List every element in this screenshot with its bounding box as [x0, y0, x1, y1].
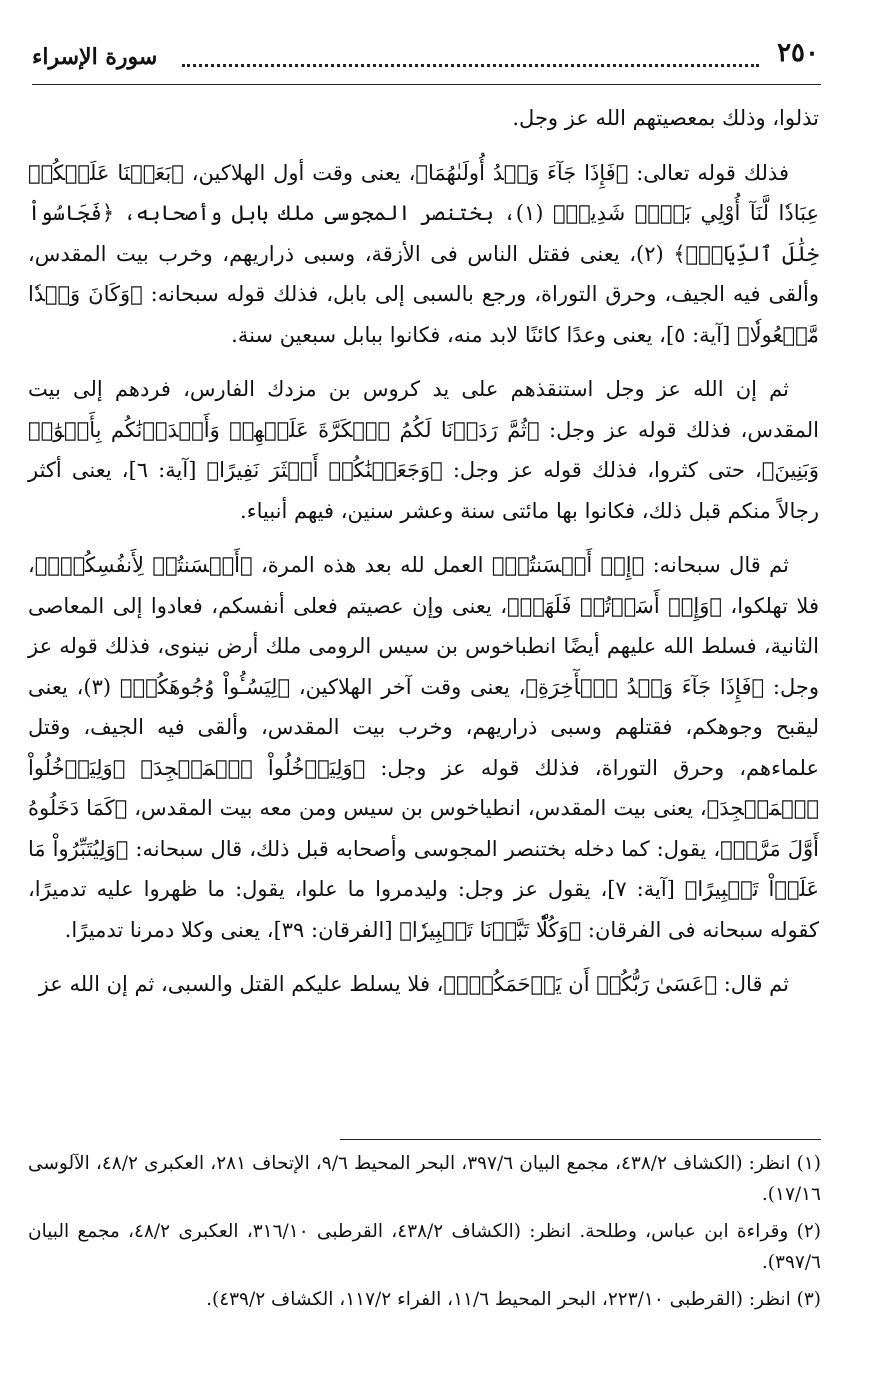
paragraph: تذلوا، وذلك بمعصيتهم الله عز وجل. [512, 106, 819, 130]
paragraph: فذلك قوله تعالى: ﴿فَإِذَا جَآءَ وَعۡدُ أُولَىٰهُمَا﴾، يعنى وقت أول الهلاكين، ﴿بَعَثۡنَا عَلَيۡكُمۡ عِبَادٗا لَّنَآ أُوْلِي بَأۡسٖ شَدِيدٖ﴾ (١)، بختنصر المجوسى ملك بابل وأصحابه، ﴿فَجَاسُواْ خِلَٰلَ ٱلدِّيَارِۚ﴾ (٢)، يعنى فقتل الناس فى الأزقة، وسبى ذراريهم، وخرب بيت المقدس، وألقى فيه الجيف، وحرق التوراة، ورجع بالسبى إلى بابل، فذلك قوله سبحانه: ﴿وَكَانَ وَعۡدٗا مَّفۡعُولٗا﴾ [آية: ٥]، يعنى وعدًا كائنًا لابد منه، فكانوا ببابل سبعين سنة. [28, 160, 819, 347]
page-header [32, 38, 819, 82]
paragraph: ثم قال سبحانه: ﴿إِنۡ أَحۡسَنتُمۡ﴾ العمل لله بعد هذه المرة، ﴿أَحۡسَنتُمۡ لِأَنفُسِكُمۡۖ﴾، فلا تهلكوا، ﴿وَإِنۡ أَسَأۡتُمۡ فَلَهَاۚ﴾، يعنى وإن عصيتم فعلى أنفسكم، فعادوا إلى المعاصى الثانية، فسلط الله عليهم أيضًا انطباخوس بن سيس الرومى ملك أرض نينوى، فذلك قوله عز وجل: ﴿فَإِذَا جَآءَ وَعۡدُ ٱلۡأٓخِرَةِ﴾، يعنى وقت آخر الهلاكين، ﴿لِيَسُـُٔواْ وُجُوهَكُمۡ﴾ (٣)، يعنى ليقبح وجوهكم، فقتلهم وسبى ذراريهم، وخرب بيت المقدس، وألقى فيه الجيف، وقتل علماءهم، وحرق التوراة، فذلك قوله عز وجل: ﴿وَلِيَدۡخُلُواْ ٱلۡمَسۡجِدَ﴾ ﴿وَلِيَدۡخُلُواْ ٱلۡمَسۡجِدَ﴾، يعنى بيت المقدس، انطياخوس بن سيس ومن معه بيت المقدس، ﴿كَمَا دَخَلُوهُ أَوَّلَ مَرَّةٖ﴾، يقول: كما دخله بختنصر المجوسى وأصحابه قبل ذلك، قال سبحانه: ﴿وَلِيُتَبِّرُواْ مَا عَلَوۡاْ تَتۡبِيرًا﴾ [آية: ٧]، يقول عز وجل: وليدمروا ما علوا، يقول: ما ظهروا عليه تدميرًا، كقوله سبحانه فى الفرقان: ﴿وَكُلّٗا تَبَّرۡنَا تَتۡبِيرٗا﴾ [الفرقان: ٣٩]، يعنى وكلا دمرنا تدميرًا. [28, 553, 820, 942]
paragraph: ثم إن الله عز وجل استنقذهم على يد كروس بن مزدك الفارس، فردهم إلى بيت المقدس، فذلك قوله عز وجل: ﴿ثُمَّ رَدَدۡنَا لَكُمُ ٱلۡكَرَّةَ عَلَيۡهِمۡ وَأَمۡدَدۡنَٰكُم بِأَمۡوَٰلٖ وَبَنِينَ﴾، حتى كثروا، فذلك قوله عز وجل: ﴿وَجَعَلۡنَٰكُمۡ أَكۡثَرَ نَفِيرًا﴾ [آية: ٦]، يعنى أكثر رجالاً منكم قبل ذلك، فكانوا بها مائتى سنة وعشر سنين، فيهم أنبياء. [28, 377, 819, 523]
footnote-rule [340, 1139, 821, 1140]
footnote: (١) انظر: (الكشاف ٤٣٨/٢، مجمع البيان ٣٩٧/٦، البحر المحيط ٩/٦، الإتحاف ٢٨١، العكبرى ٤٨/٢، الآلوسى ١٧/١٦). [28, 1153, 821, 1205]
surah-title: سورة الإسراء [32, 44, 158, 70]
header-rule [32, 84, 821, 85]
footnotes [28, 1148, 821, 1321]
footnote: (٢) وقراءة ابن عباس، وطلحة. انظر: (الكشاف ٤٣٨/٢، القرطبى ٣١٦/١٠، العكبرى ٤٨/٢، مجمع البيان ٣٩٧/٦). [28, 1221, 821, 1273]
header-dotted-leader [182, 64, 759, 67]
footnote: (٣) انظر: (القرطبى ٢٢٣/١٠، البحر المحيط ١١/٦، الفراء ١١٧/٢، الكشاف ٤٣٩/٢). [206, 1289, 821, 1310]
page-number: ٢٥٠ [777, 38, 819, 68]
main-text [28, 98, 819, 1005]
paragraph: ثم قال: ﴿عَسَىٰ رَبُّكُمۡ أَن يَرۡحَمَكُمۡۚ﴾، فلا يسلط عليكم القتل والسبى، ثم إن الله عز [38, 972, 789, 996]
